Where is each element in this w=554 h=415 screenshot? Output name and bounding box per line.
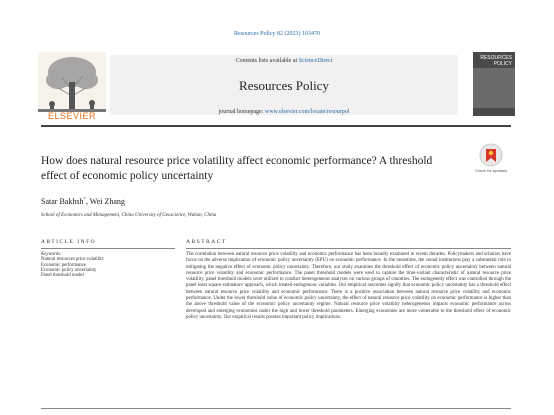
abstract-text: The correlation between natural resource price volatility and economic performance has been broadly examined in recent decades. Policymakers and scholars have focus on the adverse implication of economic policy uncertainty (EPU) on economic performance. In the meantime, the sound institutions play a substantial role in mitigating the negative effect of economic policy uncertainty. Therefore, our study examines the threshold effect of economic policy uncertainty between natural resource price volatility and economic performance. The panel threshold models were used to capture the time-variant characteristic of natural resource price volatility, panel threshold models were utilized to conduct heterogeneous analyses on various groups of countries. The endogeneity effect was controlled through the panel least square estimators' approach, which treated endogenous variables. Our empirical outcomes signify that economic policy uncertainty has a threshold effect between natural resource price volatility and economic performance. There is a positive association between natural resource price volatility and economic performance. Under the lower threshold value of economic policy uncertainty, the effect of natural resource price volatility on economic performance is higher than the above threshold value of the economic policy uncertainty regime. Natural resource price volatility heterogeneous impacts economic performance across developed and emerging economies under the high and lower threshold parameters. Emerging economies are more vulnerable to the threshold effect of economic policy uncertainty. Our empirical results possess important policy implications. xyxy=(186,252,511,320)
elsevier-tree-logo xyxy=(38,52,106,112)
author-separator: , xyxy=(85,197,90,206)
keyword-item: Economic policy uncertainty xyxy=(41,267,97,273)
sciencedirect-link[interactable]: ScienceDirect xyxy=(298,58,333,64)
article-info-rule xyxy=(41,248,175,249)
keyword-item: Panel threshold model xyxy=(41,273,84,279)
check-for-updates-icon[interactable] xyxy=(478,142,504,170)
homepage-label: journal homepage: xyxy=(218,109,265,115)
keywords-label: Keywords: xyxy=(41,252,62,257)
keywords-block xyxy=(41,252,175,278)
contents-prefix: Contents lists available at xyxy=(235,58,299,64)
article-info-heading: ARTICLE INFO xyxy=(41,239,97,245)
article-title: How does natural resource price volatility affect economic performance? A threshold effect of economic policy uncertainty xyxy=(41,155,433,182)
journal-citation[interactable]: Resources Policy 82 (2023) 103470 xyxy=(234,31,320,37)
contents-availability xyxy=(110,58,458,64)
check-for-updates-label[interactable]: Check for updates xyxy=(474,168,508,173)
cover-band xyxy=(473,68,515,108)
elsevier-wordmark: ELSEVIER xyxy=(47,111,97,121)
keyword-item: Economic performance xyxy=(41,262,86,268)
affiliation: School of Economics and Management, China University of Geoscience, Wuhan, China xyxy=(41,213,217,218)
author-list xyxy=(41,197,125,206)
journal-cover-thumbnail[interactable] xyxy=(473,52,515,116)
header-divider xyxy=(41,125,511,127)
corresponding-author-mark[interactable]: * xyxy=(83,197,86,203)
footer-divider xyxy=(41,408,511,409)
keyword-item: Natural resources price volatility xyxy=(41,257,105,263)
journal-name: Resources Policy xyxy=(239,78,329,93)
journal-homepage xyxy=(110,109,458,115)
author-name[interactable]: Satar Bakhsh xyxy=(41,197,84,206)
homepage-url-link[interactable]: www.elsevier.com/locate/resourpol xyxy=(264,109,350,115)
cover-title: RESOURCES POLICY xyxy=(480,55,512,67)
abstract-heading: ABSTRACT xyxy=(186,239,227,245)
abstract-rule xyxy=(186,248,511,249)
author-name[interactable]: Wei Zhang xyxy=(89,197,125,206)
